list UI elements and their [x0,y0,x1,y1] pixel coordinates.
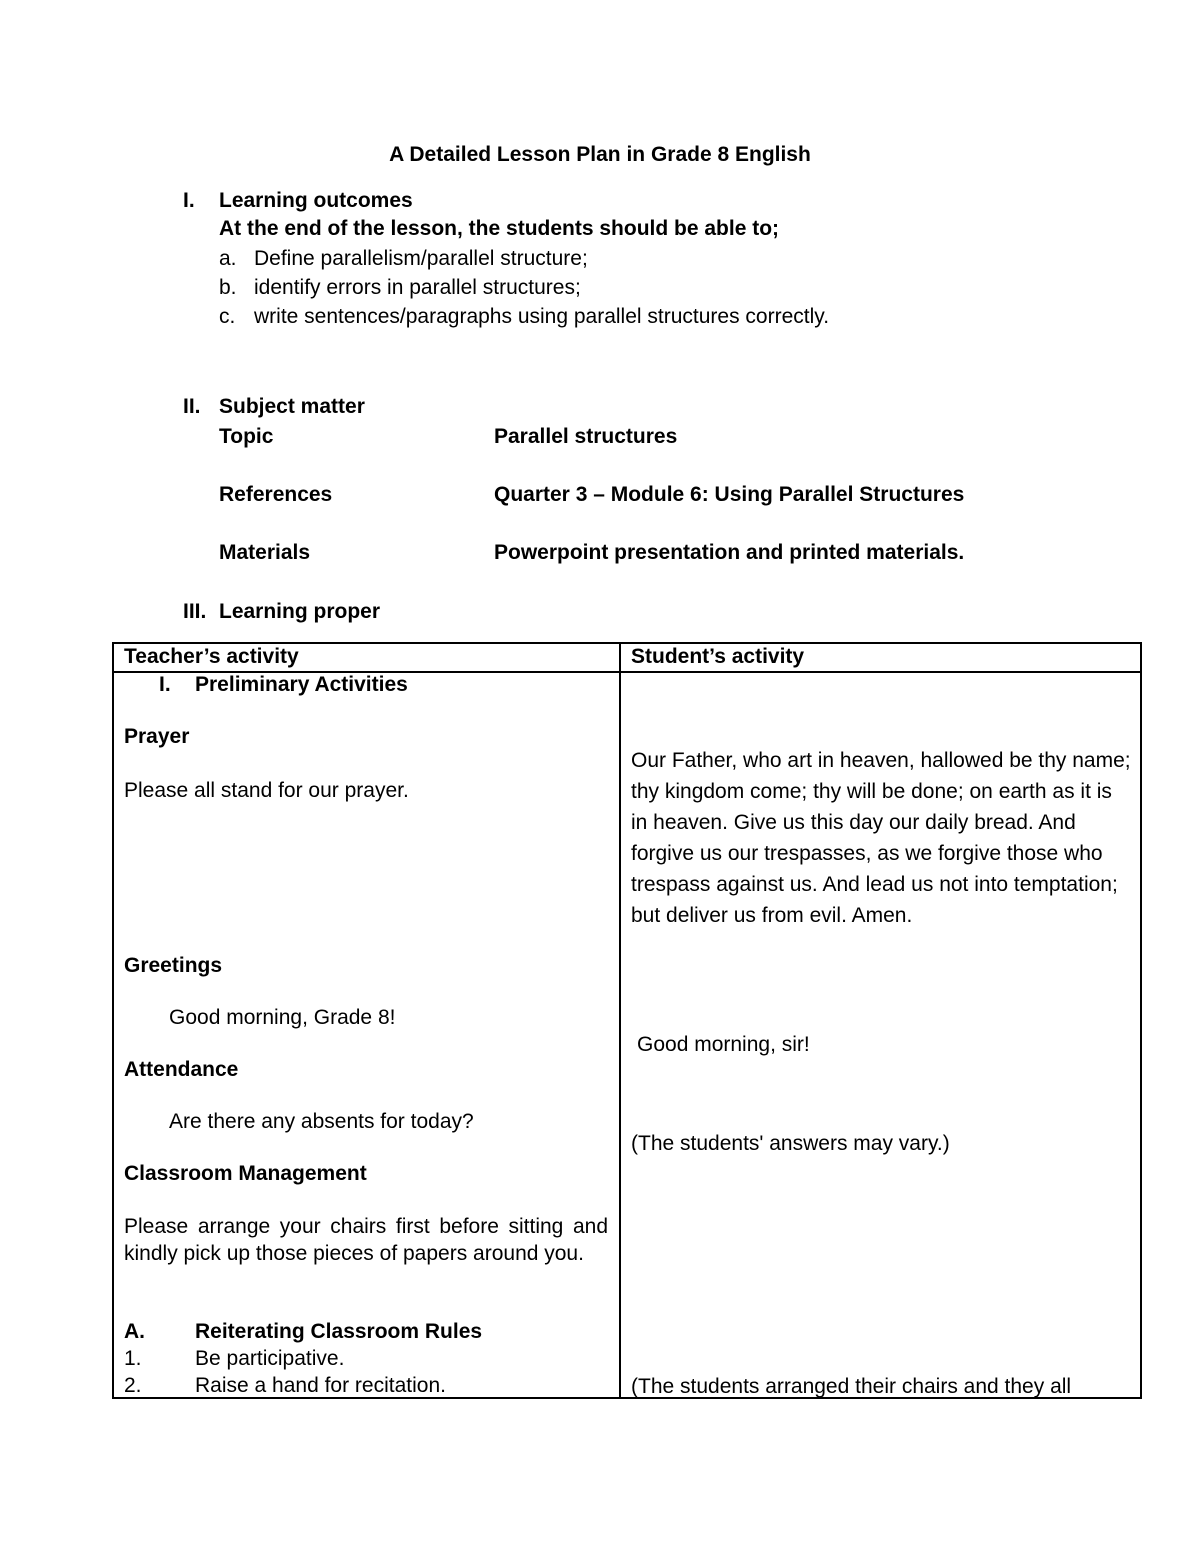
section-1-numeral: I. [183,189,195,212]
document-title: A Detailed Lesson Plan in Grade 8 English [389,143,811,166]
prayer-heading: Prayer [124,725,190,748]
table-border-right [1140,642,1142,1399]
management-text: Please arrange your chairs first before sitting and kindly pick up those pieces of papers around you. [124,1215,608,1265]
subject-value-materials: Powerpoint presentation and printed materials. [494,541,965,564]
outcome-marker-c: c. [219,305,236,328]
table-header-teacher: Teacher’s activity [124,645,299,668]
outcome-item-c: write sentences/paragraphs using parallel structures correctly. [254,305,830,328]
rule-marker-1: 1. [124,1347,142,1370]
management-response: (The students arranged their chairs and they all [631,1375,1072,1398]
greetings-heading: Greetings [124,954,223,977]
outcome-marker-a: a. [219,247,237,270]
section-2-numeral: II. [183,395,201,418]
subject-value-references: Quarter 3 – Module 6: Using Parallel Structures [494,483,965,506]
subject-label-references: References [219,483,333,506]
subject-value-topic: Parallel structures [494,425,678,448]
rule-item-2: Raise a hand for recitation. [195,1374,446,1397]
prelim-heading: Preliminary Activities [195,673,408,696]
section-2-heading: Subject matter [219,395,365,418]
greetings-text: Good morning, Grade 8! [169,1006,396,1029]
table-column-divider [619,642,621,1399]
outcomes-intro: At the end of the lesson, the students should be able to; [219,217,780,240]
management-heading: Classroom Management [124,1162,367,1185]
outcome-item-a: Define parallelism/parallel structure; [254,247,588,270]
prayer-response: Our Father, who art in heaven, hallowed be thy name; thy kingdom come; thy will be done; on earth as it is in heaven. Give us this day our daily bread. And forgive us our trespasses, as we forgive those who trespass against us. And lead us not into temptation; but deliver us from evil. Amen. [631,749,1131,927]
section-3-numeral: III. [183,600,207,623]
subject-label-topic: Topic [219,425,274,448]
attendance-response: (The students' answers may vary.) [631,1132,950,1155]
greeting-response: Good morning, sir! [637,1033,810,1056]
rule-item-1: Be participative. [195,1347,345,1370]
subject-label-materials: Materials [219,541,311,564]
prelim-numeral: I. [159,673,171,696]
rules-marker: A. [124,1320,145,1343]
outcome-marker-b: b. [219,276,237,299]
section-1-heading: Learning outcomes [219,189,413,212]
rule-marker-2: 2. [124,1374,142,1397]
table-border-left [112,642,114,1399]
attendance-heading: Attendance [124,1058,239,1081]
section-3-heading: Learning proper [219,600,381,623]
activity-table [112,642,1142,1399]
table-header-student: Student’s activity [631,645,805,668]
outcome-item-b: identify errors in parallel structures; [254,276,581,299]
prayer-text: Please all stand for our prayer. [124,779,409,802]
rules-heading: Reiterating Classroom Rules [195,1320,483,1343]
attendance-text: Are there any absents for today? [169,1110,474,1133]
